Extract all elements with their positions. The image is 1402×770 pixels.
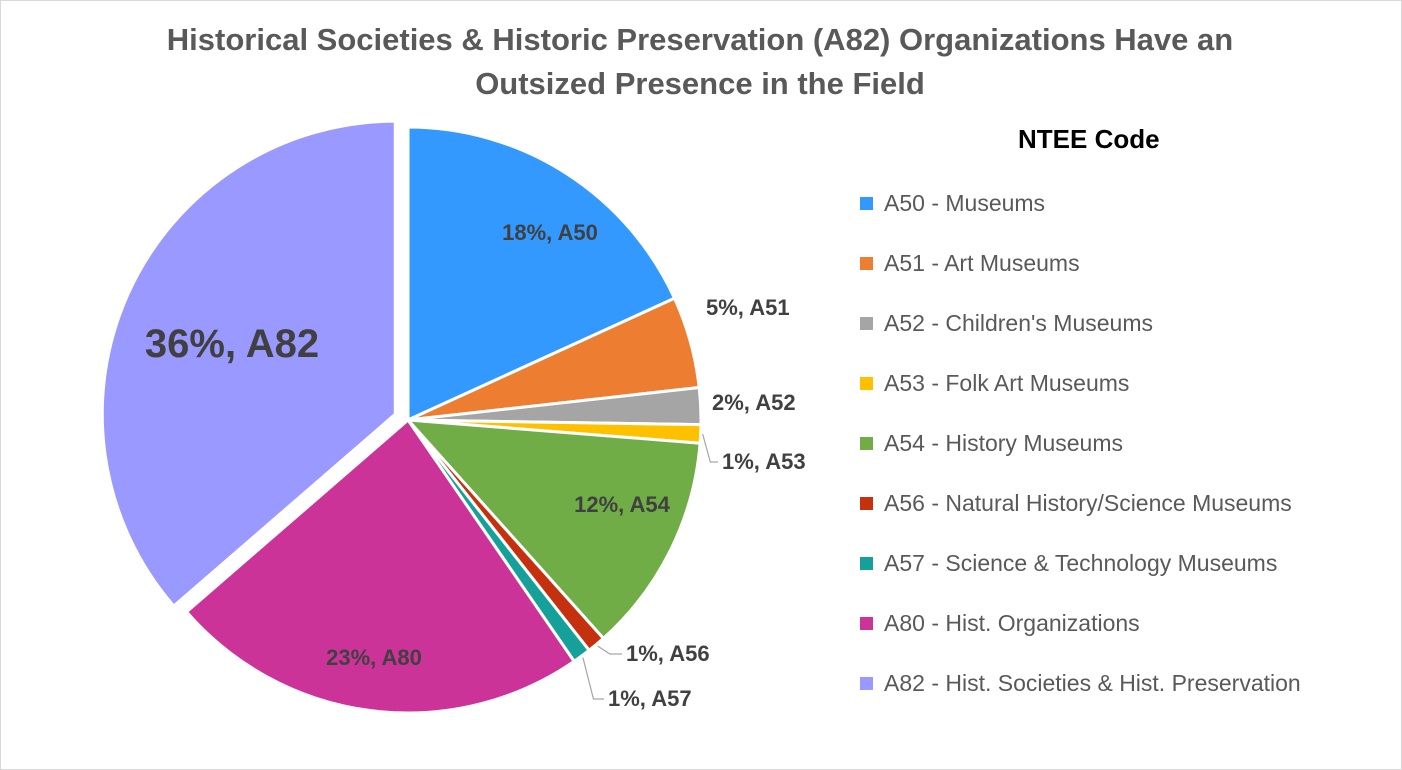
legend-title: NTEE Code — [1018, 124, 1160, 154]
data-label-a53: 1%, A53 — [722, 449, 806, 474]
legend-swatch — [860, 377, 873, 390]
legend-label: A82 - Hist. Societies & Hist. Preservation — [884, 670, 1301, 696]
data-label-a50: 18%, A50 — [502, 220, 598, 245]
legend-swatch — [860, 257, 873, 270]
legend-swatch — [860, 197, 873, 210]
data-label-a82: 36%, A82 — [144, 322, 320, 366]
legend-swatch — [860, 617, 873, 630]
legend-swatch — [860, 557, 873, 570]
chart-title-line-1: Historical Societies & Historic Preservation (A82) Organizations Have an — [166, 22, 1234, 57]
leader-line-a53 — [703, 434, 718, 462]
legend-label: A54 - History Museums — [884, 430, 1124, 456]
legend-swatch — [860, 677, 873, 690]
data-label-a51: 5%, A51 — [706, 295, 790, 320]
legend-label: A51 - Art Museums — [884, 250, 1080, 276]
data-label-a57: 1%, A57 — [608, 686, 692, 711]
legend-swatch — [860, 317, 873, 330]
legend-swatch — [860, 437, 873, 450]
legend-label: A80 - Hist. Organizations — [884, 610, 1140, 636]
leader-line-a56 — [598, 646, 622, 654]
chart-title-line-2: Outsized Presence in the Field — [475, 66, 925, 101]
legend-label: A57 - Science & Technology Museums — [884, 550, 1278, 576]
legend-label: A52 - Children's Museums — [884, 310, 1153, 336]
data-label-a56: 1%, A56 — [626, 641, 710, 666]
legend-label: A53 - Folk Art Museums — [884, 370, 1130, 396]
data-label-a52: 2%, A52 — [712, 390, 796, 415]
data-label-a54: 12%, A54 — [574, 492, 670, 517]
legend-swatch — [860, 497, 873, 510]
legend-label: A56 - Natural History/Science Museums — [884, 490, 1292, 516]
leader-line-a57 — [583, 658, 604, 699]
legend-label: A50 - Museums — [884, 190, 1046, 216]
data-label-a80: 23%, A80 — [326, 645, 422, 670]
